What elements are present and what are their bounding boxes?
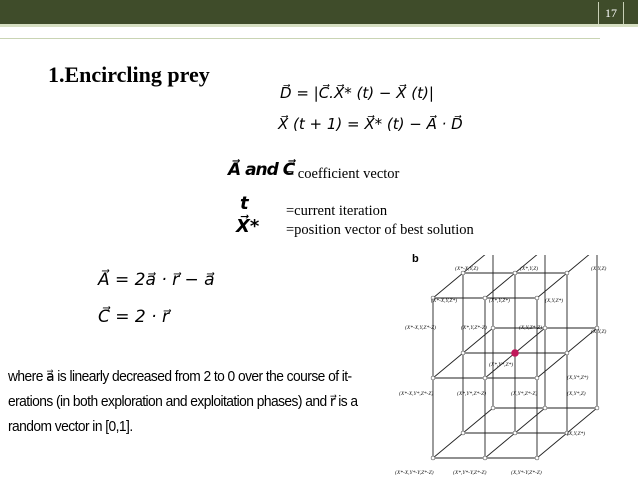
equation-a: A⃗ = 2a⃗ · r⃗ − a⃗ bbox=[98, 270, 215, 290]
grid-edge bbox=[485, 273, 515, 298]
page-number: 17 bbox=[598, 2, 624, 24]
grid-node bbox=[595, 406, 599, 410]
symbol-a-and-c: A⃗ and C⃗ bbox=[228, 160, 295, 180]
node-right-4-label: (X,Y,Z*) bbox=[567, 431, 586, 437]
paragraph-line-1: where a⃗ is linearly decreased from 2 to 0 over the course of it- bbox=[8, 368, 352, 385]
grid-node bbox=[513, 431, 517, 435]
paragraph-line-2: erations (in both exploration and exploitation phases) and r⃗ is a bbox=[8, 393, 358, 410]
grid-node bbox=[513, 271, 517, 275]
grid-node bbox=[461, 351, 465, 355]
grid-node bbox=[461, 431, 465, 435]
grid-node bbox=[483, 296, 487, 300]
definition-current-iteration: =current iteration bbox=[286, 203, 388, 219]
grid-edge bbox=[433, 433, 463, 458]
grid-node bbox=[565, 271, 569, 275]
definition-coefficient-vector: = coefficient vector bbox=[286, 166, 400, 182]
grid-edge bbox=[537, 433, 567, 458]
paragraph-line-3: random vector in [0,1]. bbox=[8, 418, 133, 435]
node-right-3-label: (X,Y*,Z) bbox=[567, 391, 586, 397]
slide-header-accent bbox=[0, 24, 638, 27]
grid-node bbox=[543, 406, 547, 410]
node-top-mid-left-label: (X*-X,Y,Z*) bbox=[431, 298, 458, 304]
grid-edge bbox=[515, 328, 545, 353]
definition-best-solution: =position vector of best solution bbox=[286, 222, 474, 238]
node-top-back-left-label: (X*-X,Y,Z) bbox=[455, 266, 479, 272]
grid-node bbox=[431, 456, 435, 460]
grid-node bbox=[565, 351, 569, 355]
equation-c: C⃗ = 2 · r⃗ bbox=[98, 307, 169, 327]
equation-x-update: X⃗ (t + 1) = X⃗* (t) − A⃗ · D⃗ bbox=[278, 115, 463, 133]
grid-edge bbox=[537, 273, 567, 298]
node-mid-front-mid-label: (X*,Y*,Z*-Z) bbox=[457, 391, 487, 397]
grid-node bbox=[535, 296, 539, 300]
node-mid-front-right-label: (X,Y*,Z*-Z) bbox=[511, 391, 538, 397]
symbol-t: t bbox=[240, 193, 249, 214]
grid-node bbox=[535, 456, 539, 460]
diagram-panel-label: b bbox=[412, 253, 419, 265]
grid-node bbox=[483, 376, 487, 380]
position-grid-diagram bbox=[395, 255, 635, 477]
equation-d: D⃗ = |C⃗.X⃗* (t) − X⃗ (t)| bbox=[280, 84, 434, 102]
grid-nodes bbox=[431, 255, 601, 460]
header-divider bbox=[0, 38, 600, 39]
grid-edge bbox=[567, 408, 597, 433]
symbol-x-star: X⃗* bbox=[236, 216, 260, 237]
node-mid-front-left-label: (X*-X,Y*,Z*-Z) bbox=[399, 391, 434, 397]
grid-edge bbox=[433, 273, 463, 298]
grid-edge bbox=[515, 408, 545, 433]
explanation-paragraph bbox=[8, 364, 358, 439]
node-top-front-mid-label: (X*,Y,Z*-Z) bbox=[461, 325, 487, 331]
grid-edge bbox=[537, 353, 567, 378]
highlight-best-position bbox=[511, 349, 519, 357]
node-center-label: (X*,Y*,Z*) bbox=[489, 362, 514, 368]
grid-edge bbox=[433, 353, 463, 378]
grid-edge bbox=[463, 328, 493, 353]
grid-node bbox=[483, 456, 487, 460]
node-top-mid-right-label: (X,Y,Z*) bbox=[545, 298, 564, 304]
node-top-front-right-label: (X,Y,Z*-Z) bbox=[519, 325, 543, 331]
node-bottom-left-label: (X*-X,Y*-Y,Z*-Z) bbox=[395, 470, 434, 476]
grid-node bbox=[543, 326, 547, 330]
grid-node bbox=[431, 376, 435, 380]
node-top-back-mid-label: (X*,Y,Z) bbox=[520, 266, 539, 272]
slide-header-bar bbox=[0, 0, 638, 24]
node-top-back-right-label: (X,Y,Z) bbox=[591, 266, 607, 272]
slide-title: 1.Encircling prey bbox=[48, 62, 210, 87]
grid-node bbox=[535, 376, 539, 380]
node-bottom-mid-label: (X*,Y*-Y,Z*-Z) bbox=[453, 470, 487, 476]
node-top-mid-mid-label: (X*,Y,Z*) bbox=[489, 298, 510, 304]
node-top-front-left-label: (X*-X,Y,Z*-Z) bbox=[405, 325, 436, 331]
grid-node bbox=[491, 326, 495, 330]
grid-edge bbox=[485, 433, 515, 458]
node-right-1-label: (X,Y,Z) bbox=[591, 329, 607, 335]
node-right-2-label: (X,Y*,Z*) bbox=[567, 375, 589, 381]
node-bottom-right-label: (X,Y*-Y,Z*-Z) bbox=[511, 470, 542, 476]
grid-edge bbox=[463, 408, 493, 433]
grid-node bbox=[491, 406, 495, 410]
